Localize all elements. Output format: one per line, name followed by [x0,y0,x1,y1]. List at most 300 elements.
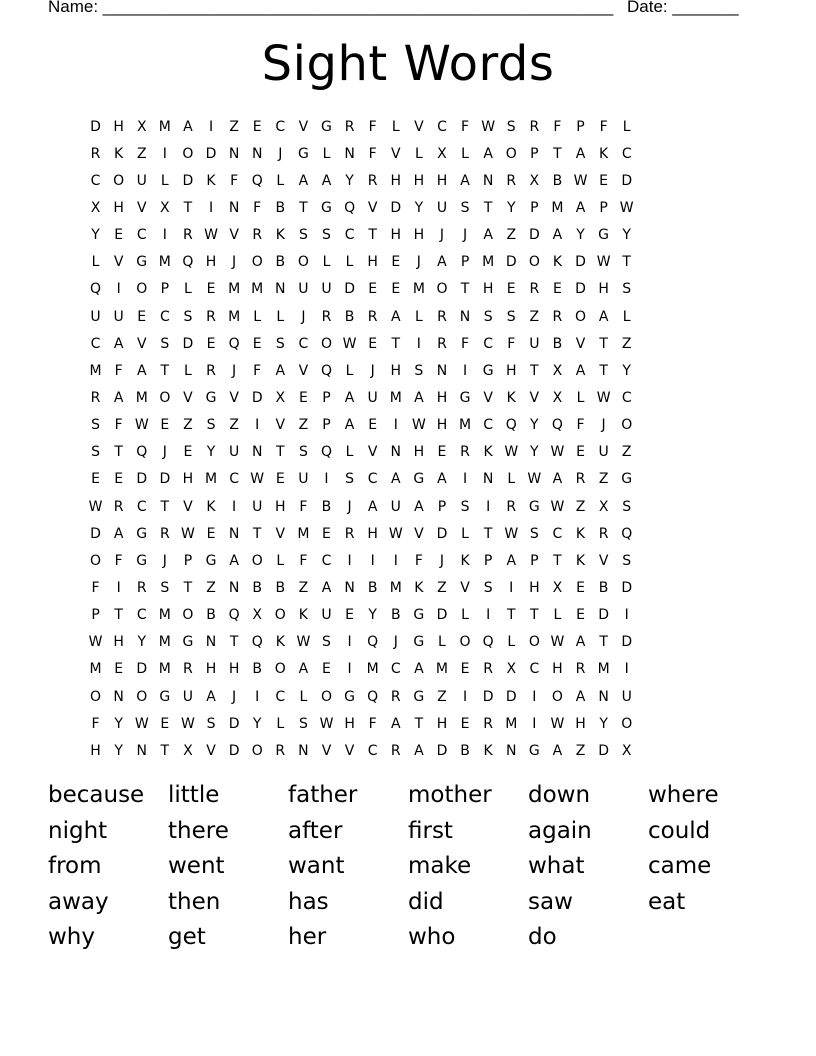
grid-letter: Y [206,444,216,461]
grid-letter: P [530,199,539,216]
grid-letter: R [437,308,447,325]
grid-letter: V [529,389,540,406]
grid-letter: O [251,254,263,271]
word-list-item: away [48,888,109,915]
grid-letter: H [390,362,402,379]
grid-letter: I [462,688,468,705]
grid-letter: P [576,118,585,135]
grid-letter: D [436,742,448,759]
grid-row [84,710,638,737]
grid-letter: L [276,715,285,732]
grid-letter: H [413,444,425,461]
grid-row [84,683,638,710]
grid-letter: T [553,552,562,569]
grid-letter: D [598,742,609,759]
word-list-item: because [48,782,145,808]
grid-letter: K [114,145,124,162]
grid-letter: D [621,172,633,189]
grid-letter: T [114,444,123,461]
grid-letter: A [575,145,586,162]
grid-letter: H [436,417,448,434]
grid-letter: W [296,634,311,651]
grid-letter: C [621,389,632,406]
grid-letter: U [252,498,263,515]
grid-letter: F [253,199,262,216]
grid-letter: J [370,362,375,379]
grid-letter: W [181,715,195,732]
grid-letter: L [345,254,354,271]
grid-letter: M [597,661,610,678]
grid-letter: B [552,172,563,189]
grid-letter: P [183,552,193,569]
grid-letter: I [462,471,468,488]
grid-letter: L [276,552,285,569]
grid-letter: J [278,145,283,162]
grid-letter: O [297,254,309,271]
grid-letter: L [553,607,562,624]
grid-letter: G [344,688,355,705]
grid-letter: D [228,742,240,759]
grid-row [84,656,638,683]
grid-letter: G [205,552,217,569]
grid-letter: V [298,362,309,379]
grid-letter: Y [414,199,424,216]
grid-letter: G [297,145,309,162]
grid-letter: S [460,498,470,515]
grid-letter: N [251,444,263,461]
grid-letter: A [113,525,124,542]
grid-letter: A [390,308,401,325]
word-list-item: make [408,853,472,880]
grid-letter: Z [437,579,447,596]
grid-letter: O [90,688,102,705]
grid-letter: M [482,254,495,271]
grid-letter: S [345,471,355,488]
grid-letter: Y [622,227,631,244]
grid-letter: E [137,308,147,325]
grid-letter: F [576,417,585,434]
grid-letter: V [183,389,193,406]
grid-letter: F [230,172,239,189]
grid-letter: Z [298,417,309,434]
grid-letter: W [550,444,565,461]
grid-letter: R [183,227,193,244]
grid-letter: V [275,417,286,434]
grid-letter: G [598,227,610,244]
grid-letter: R [113,498,124,515]
grid-letter: D [182,335,194,352]
grid-letter: D [228,715,240,732]
grid-row [84,629,638,656]
grid-letter: Y [137,634,147,651]
grid-letter: Q [251,634,263,651]
grid-letter: D [482,688,494,705]
grid-letter: O [136,688,148,705]
grid-letter: C [321,552,332,569]
grid-letter: T [506,607,516,624]
grid-letter: D [436,525,448,542]
grid-letter: A [575,362,586,379]
grid-letter: R [575,471,586,488]
grid-letter: A [437,471,447,488]
grid-letter: L [345,362,354,379]
grid-letter: T [160,742,170,759]
grid-letter: M [389,389,402,406]
grid-letter: J [301,308,306,325]
grid-letter: N [482,471,494,488]
grid-letter: X [621,742,632,759]
grid-letter: E [183,444,193,461]
grid-letter: B [275,254,286,271]
word-list-item: saw [528,888,573,915]
grid-letter: L [322,145,331,162]
grid-row [84,574,638,601]
grid-letter: T [599,634,608,651]
grid-letter: E [599,172,609,189]
grid-letter: A [552,742,563,759]
grid-letter: C [621,145,632,162]
grid-letter: E [576,607,585,624]
grid-letter: D [251,389,263,406]
grid-letter: R [344,525,355,542]
grid-letter: T [276,444,285,461]
grid-letter: I [393,552,398,569]
grid-letter: I [532,715,537,732]
grid-letter: B [552,335,563,352]
grid-letter: R [575,661,586,678]
grid-letter: S [460,199,470,216]
grid-letter: D [205,145,217,162]
grid-letter: O [621,417,633,434]
grid-letter: B [275,199,286,216]
grid-row [84,330,638,357]
grid-letter: H [90,742,101,759]
grid-letter: I [208,118,214,135]
grid-letter: O [159,389,171,406]
grid-letter: O [251,552,263,569]
grid-letter: V [344,742,355,759]
word-list-item: down [528,782,591,808]
grid-letter: H [436,715,448,732]
grid-letter: L [438,634,446,651]
grid-letter: H [390,227,402,244]
grid-letter: P [91,607,100,624]
grid-letter: F [114,362,123,379]
grid-letter: R [529,118,540,135]
grid-letter: N [228,525,240,542]
grid-letter: S [483,579,493,596]
grid-letter: V [414,525,424,542]
grid-letter: Q [320,362,332,379]
grid-letter: A [113,335,124,352]
grid-letter: C [529,661,540,678]
grid-letter: D [528,227,540,244]
grid-letter: B [321,498,332,515]
grid-letter: K [483,444,493,461]
grid-letter: L [184,281,192,298]
grid-letter: P [530,552,539,569]
grid-letter: V [414,118,424,135]
grid-letter: Q [228,335,240,352]
grid-letter: Y [622,362,631,379]
grid-letter: C [298,335,309,352]
grid-letter: T [483,199,493,216]
grid-letter: T [622,254,631,271]
grid-letter: F [299,552,308,569]
grid-letter: C [90,335,101,352]
grid-letter: Q [367,634,379,651]
grid-letter: R [483,661,493,678]
grid-letter: T [229,634,239,651]
grid-letter: Y [114,715,123,732]
name-field-label: Name: ______________________________________________________ [48,0,614,16]
grid-letter: B [252,579,262,596]
grid-row [84,222,638,249]
grid-letter: I [486,498,491,515]
grid-letter: W [250,471,265,488]
grid-letter: E [322,661,331,678]
grid-letter: J [416,254,421,271]
grid-letter: W [88,634,103,651]
grid-letter: X [598,498,609,515]
grid-letter: V [390,145,401,162]
word-list-item: after [288,817,343,844]
word-list-item: why [48,924,95,951]
grid-letter: J [232,688,237,705]
grid-letter: W [204,227,218,244]
grid-letter: R [483,715,493,732]
word-list-item: eat [648,888,686,915]
grid-letter: E [160,417,170,434]
grid-letter: Q [344,199,356,216]
grid-letter: F [299,498,308,515]
grid-letter: V [460,579,470,596]
grid-letter: H [275,498,286,515]
grid-letter: O [459,634,471,651]
word-list-item: did [408,888,444,915]
grid-letter: O [90,552,102,569]
grid-letter: M [297,525,310,542]
grid-letter: I [393,417,398,434]
grid-letter: A [275,362,286,379]
grid-letter: H [413,227,425,244]
grid-letter: E [206,281,216,298]
grid-letter: I [624,661,629,678]
grid-letter: S [529,525,539,542]
grid-letter: D [575,281,586,298]
grid-letter: I [347,634,352,651]
grid-letter: V [483,389,493,406]
grid-letter: M [158,634,171,651]
word-list-item: who [408,924,456,951]
grid-letter: U [621,688,632,705]
grid-letter: A [321,172,332,189]
word-list-item: has [288,888,329,915]
grid-letter: T [530,607,539,624]
grid-letter: V [136,335,147,352]
grid-letter: W [527,471,542,488]
grid-letter: W [550,498,565,515]
grid-letter: X [252,607,262,624]
grid-letter: Q [182,254,194,271]
grid-letter: D [390,199,402,216]
grid-letter: O [274,607,286,624]
header-row [48,0,739,17]
grid-letter: K [460,552,470,569]
grid-letter: J [162,444,167,461]
grid-row [84,439,638,466]
grid-letter: H [367,254,378,271]
grid-letter: R [275,742,286,759]
grid-letter: A [390,715,401,732]
grid-letter: C [136,498,147,515]
grid-letter: J [393,634,398,651]
grid-letter: U [598,444,609,461]
grid-letter: E [322,525,331,542]
grid-letter: Q [320,444,332,461]
grid-letter: G [621,471,633,488]
grid-letter: E [298,389,308,406]
word-list-item: what [528,853,585,880]
grid-letter: Q [367,688,379,705]
grid-letter: R [598,525,609,542]
grid-letter: S [506,118,516,135]
grid-letter: L [184,362,192,379]
grid-letter: C [136,227,147,244]
grid-letter: O [528,254,540,271]
grid-letter: V [367,199,378,216]
grid-letter: Y [530,417,539,434]
grid-row [84,412,638,439]
grid-letter: W [319,715,334,732]
grid-letter: R [390,742,401,759]
grid-letter: R [206,362,216,379]
grid-letter: A [113,389,124,406]
grid-letter: E [252,335,262,352]
grid-letter: B [598,579,609,596]
grid-letter: O [575,308,587,325]
grid-row [84,547,638,574]
grid-letter: E [391,254,401,271]
grid-letter: R [206,308,216,325]
grid-letter: R [321,308,332,325]
grid-letter: S [414,362,424,379]
grid-letter: T [530,362,539,379]
grid-letter: A [206,688,216,705]
grid-letter: X [529,172,540,189]
grid-letter: M [366,661,379,678]
grid-letter: N [228,199,240,216]
grid-letter: S [622,552,632,569]
grid-letter: N [205,634,217,651]
grid-letter: D [598,607,609,624]
grid-letter: X [552,579,563,596]
grid-letter: I [162,227,167,244]
grid-letter: F [114,552,123,569]
grid-letter: E [437,444,447,461]
grid-letter: L [299,688,308,705]
grid-letter: Y [506,199,516,216]
grid-letter: S [206,417,216,434]
grid-letter: U [136,172,147,189]
grid-letter: N [251,145,263,162]
grid-letter: Z [229,417,239,434]
grid-letter: M [251,281,264,298]
grid-letter: Y [576,227,585,244]
grid-letter: G [482,362,494,379]
grid-row [84,276,638,303]
grid-letter: O [551,688,563,705]
grid-letter: E [368,281,378,298]
grid-letter: S [160,335,170,352]
grid-letter: D [159,471,171,488]
grid-letter: E [368,335,378,352]
grid-letter: I [347,552,352,569]
grid-letter: P [437,498,447,515]
grid-letter: L [576,389,585,406]
grid-letter: M [389,579,402,596]
grid-letter: X [552,362,563,379]
grid-letter: H [390,172,402,189]
word-bank [48,780,768,958]
grid-letter: R [506,172,517,189]
grid-letter: N [344,145,355,162]
grid-letter: X [136,118,147,135]
grid-letter: A [136,362,147,379]
grid-letter: F [368,145,377,162]
grid-letter: I [232,498,237,515]
grid-letter: G [528,742,540,759]
grid-letter: Z [621,335,632,352]
grid-letter: H [413,172,425,189]
grid-letter: W [134,715,149,732]
grid-letter: N [228,145,240,162]
grid-letter: S [622,498,632,515]
grid-letter: V [275,525,286,542]
grid-letter: H [113,199,124,216]
grid-letter: X [90,199,101,216]
grid-letter: Q [136,444,148,461]
grid-letter: Z [621,444,632,461]
grid-letter: E [506,281,516,298]
grid-letter: A [575,199,586,216]
grid-letter: W [596,254,611,271]
grid-row [84,602,638,629]
grid-letter: I [416,335,421,352]
grid-letter: E [91,471,100,488]
word-list-item: from [48,853,102,880]
grid-row [84,493,638,520]
page-title: Sight Words [261,36,555,92]
grid-letter: I [462,362,468,379]
grid-letter: H [344,715,355,732]
grid-letter: I [255,417,260,434]
grid-letter: Q [228,607,240,624]
grid-letter: C [390,661,401,678]
word-list-item: get [168,924,206,951]
grid-letter: F [91,579,100,596]
grid-letter: T [599,362,608,379]
grid-letter: V [229,389,239,406]
word-search-grid [84,113,638,764]
grid-letter: E [460,661,470,678]
grid-letter: W [504,525,519,542]
grid-letter: D [90,525,101,542]
grid-letter: K [206,498,216,515]
grid-letter: F [507,335,516,352]
grid-letter: U [436,199,448,216]
grid-letter: U [228,444,240,461]
